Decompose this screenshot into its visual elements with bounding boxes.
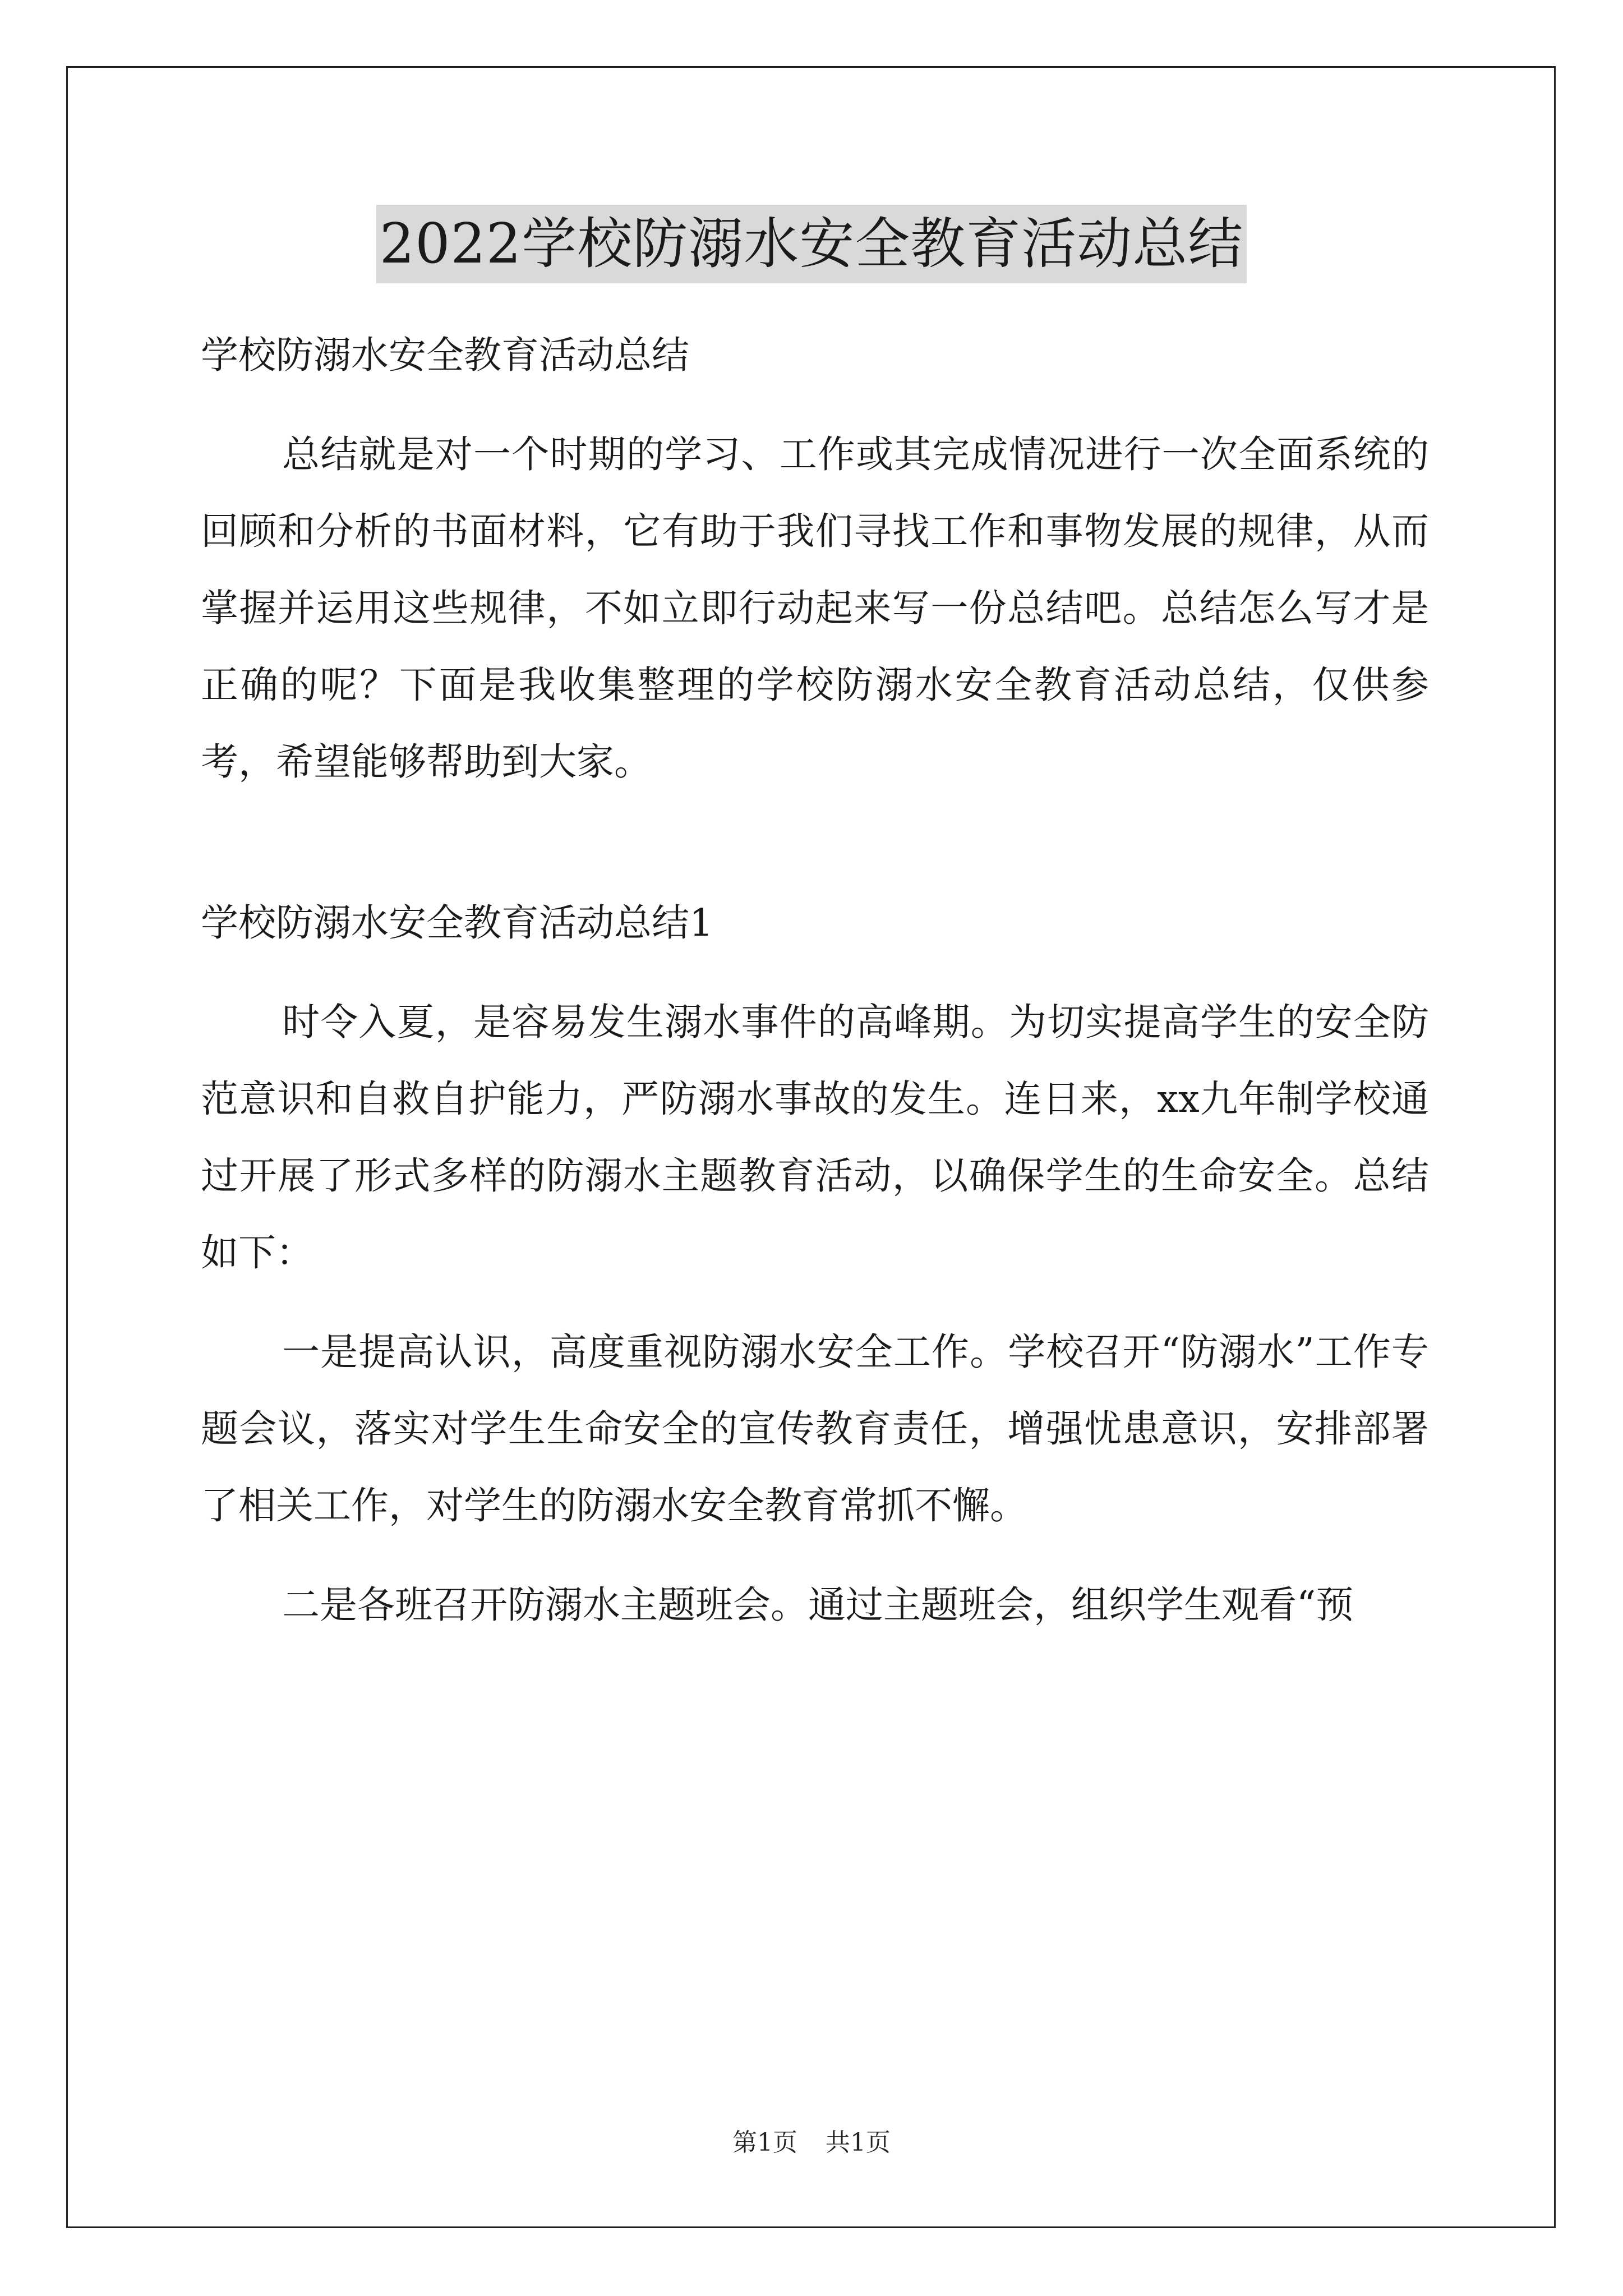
spacer [201,394,1429,416]
spacer [201,800,1429,885]
title-container [0,205,1623,283]
section-heading: 学校防溺水安全教育活动总结1 [201,901,713,945]
body-paragraph: 时令入夏，是容易发生溺水事件的高峰期。为切实提高学生的安全防范意识和自救自护能力，严防溺水事故的发生。连日来，xx九年制学校通过开展了形式多样的防溺水主题教育活动，以确保学生的生命安全。总结如下： [201,1000,1429,1274]
spacer [201,961,1429,984]
body-paragraph: 一是提高认识，高度重视防溺水安全工作。学校召开“防溺水”工作专题会议，落实对学生生命安全的宣传教育责任，增强忧患意识，安排部署了相关工作，对学生的防溺水安全教育常抓不懈。 [201,1330,1429,1527]
page-number-current: 第1页 [732,2128,797,2157]
spacer [201,1291,1429,1314]
spacer [201,1544,1429,1567]
body-paragraph: 二是各班召开防溺水主题班会。通过主题班会，组织学生观看“预 [282,1583,1354,1627]
document-body [201,317,1429,1644]
page-footer [0,2126,1623,2160]
document-title: 2022学校防溺水安全教育活动总结 [376,205,1247,283]
intro-heading: 学校防溺水安全教育活动总结 [201,333,689,377]
page-number-total: 共1页 [826,2128,891,2157]
intro-paragraph: 总结就是对一个时期的学习、工作或其完成情况进行一次全面系统的回顾和分析的书面材料，它有助于我们寻找工作和事物发展的规律，从而掌握并运用这些规律，不如立即行动起来写一份总结吧。总结怎么写才是正确的呢？下面是我收集整理的学校防溺水安全教育活动总结，仅供参考，希望能够帮助到大家。 [201,432,1429,784]
